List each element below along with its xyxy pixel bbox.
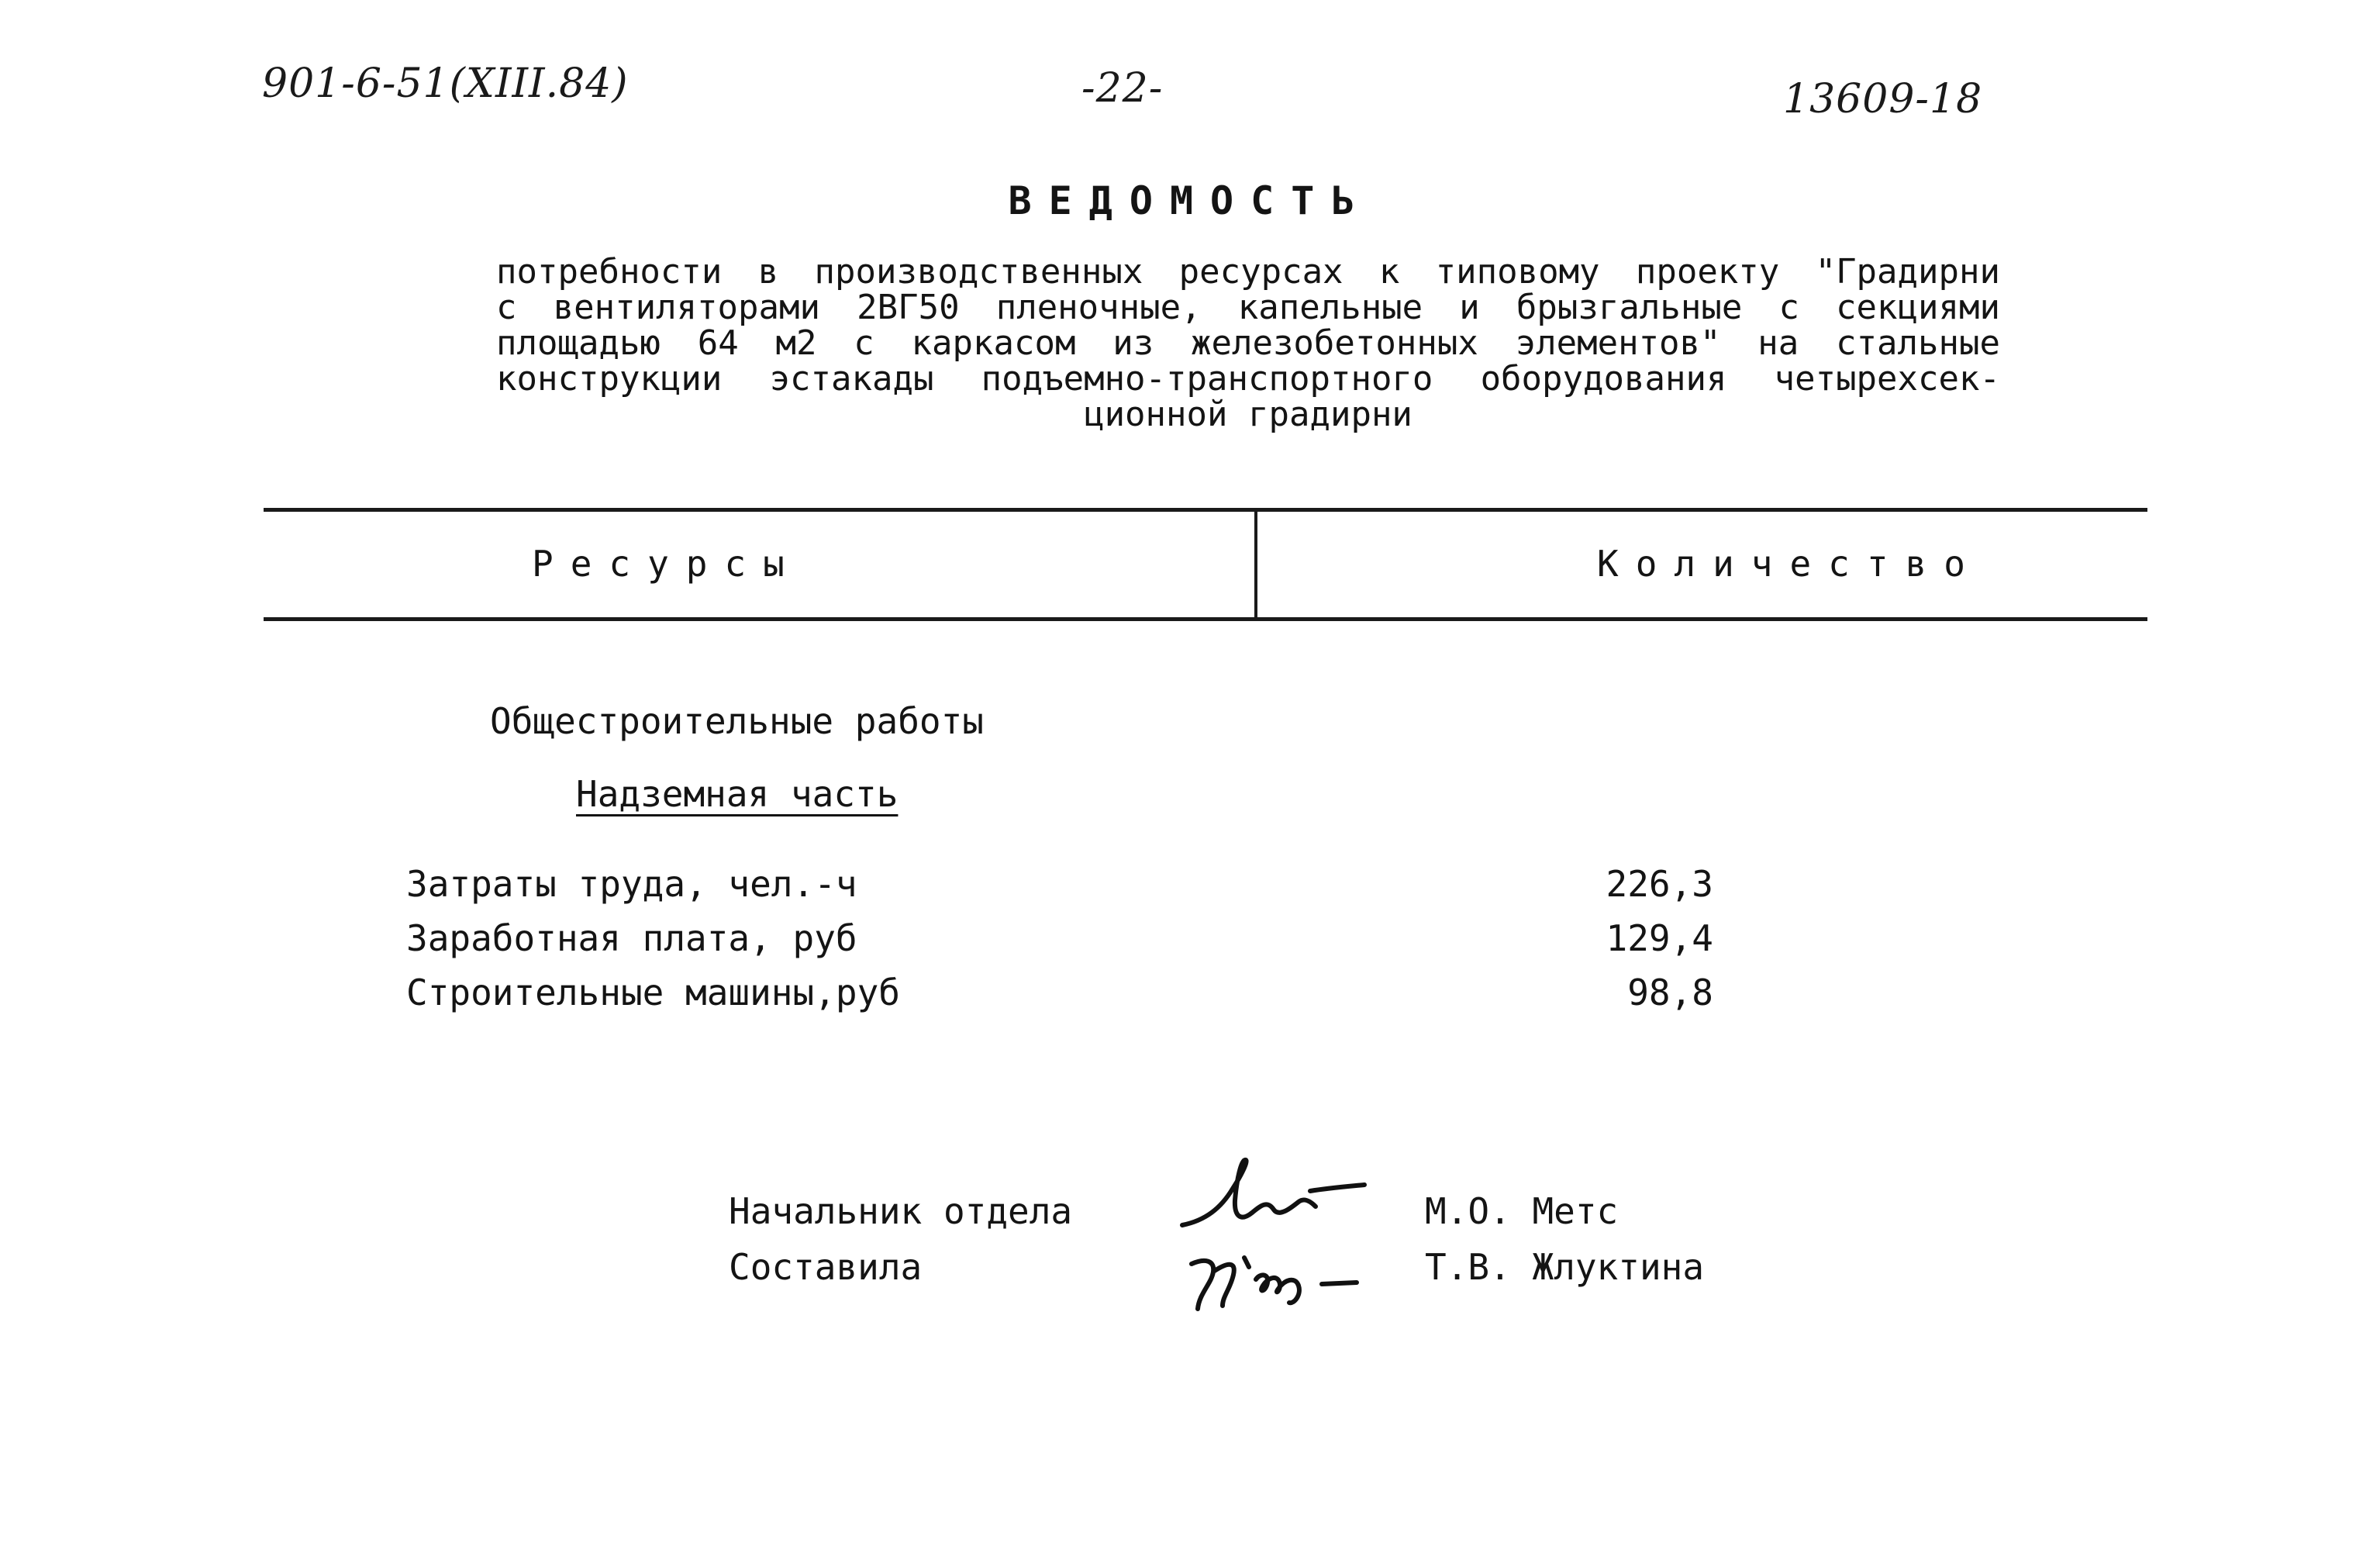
- row-label-machines: Строительные машины,руб: [406, 972, 900, 1013]
- table-top-rule: [264, 508, 2147, 512]
- sheet-number: 13609-18: [1783, 76, 1983, 123]
- subsection-title: Надземная часть: [576, 773, 899, 815]
- column-header-resources: Ресурсы: [532, 543, 802, 585]
- document-subtitle: [496, 254, 2000, 433]
- subtitle-line: потребности в производственных ресурсах к типовому проекту "Градирни: [496, 252, 2000, 292]
- row-label-wages: Заработная плата, руб: [406, 917, 857, 959]
- signatory-name-compiler: Т.В. Жлуктина: [1425, 1246, 1705, 1288]
- row-value-wages: 129,4: [1606, 917, 1713, 959]
- table-column-divider: [1254, 510, 1257, 619]
- subtitle-line: ционной градирни: [1084, 395, 1412, 434]
- table-header-bottom-rule: [264, 617, 2147, 621]
- row-label-labor: Затраты труда, чел.-ч: [406, 863, 857, 905]
- column-header-quantity: Количество: [1597, 543, 1982, 585]
- signatory-role-compiler: Составила: [729, 1246, 923, 1288]
- signature-compiler: [1182, 1241, 1372, 1318]
- subtitle-line: с вентиляторами 2ВГ50 пленочные, капельные и брызгальные с секциями: [496, 288, 2000, 327]
- subtitle-line: конструкции эстакады подъемно-транспортного оборудования четырехсек-: [496, 359, 2000, 399]
- document-title: ВЕДОМОСТЬ: [1008, 178, 1372, 223]
- document-code: 901-6-51(XIII.84): [262, 60, 629, 107]
- row-value-machines: 98,8: [1627, 972, 1713, 1013]
- subtitle-line: площадью 64 м2 с каркасом из железобетонных элементов" на стальные: [496, 323, 2000, 363]
- page-number: -22-: [1081, 65, 1164, 112]
- signatory-role-head: Начальник отдела: [729, 1190, 1073, 1232]
- signatory-name-head: М.О. Метс: [1425, 1190, 1619, 1232]
- section-title: Общестроительные работы: [490, 700, 984, 742]
- signature-head: [1174, 1154, 1368, 1239]
- row-value-labor: 226,3: [1606, 863, 1713, 905]
